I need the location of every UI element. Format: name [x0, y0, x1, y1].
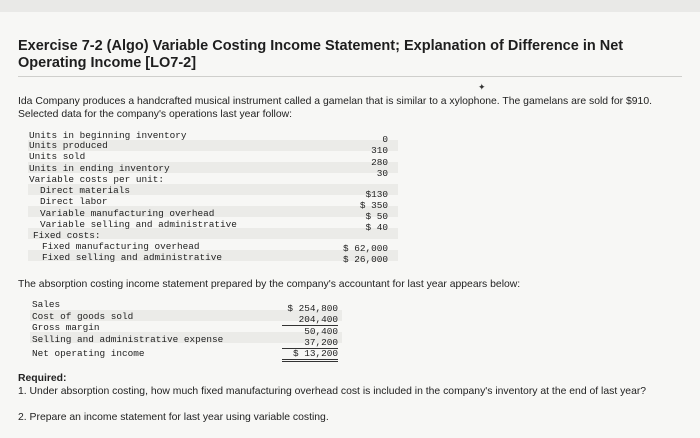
- data-row-value: 310: [371, 145, 388, 156]
- income-row-label: Net operating income: [32, 348, 145, 359]
- data-row-label: Direct materials: [40, 185, 131, 196]
- data-row-label: Fixed selling and administrative: [42, 252, 223, 263]
- required-item-1: 1. Under absorption costing, how much fixed manufacturing overhead cost is included in the company's inventory at the end of last year?: [18, 386, 647, 397]
- data-section-label: Fixed costs:: [33, 230, 101, 241]
- data-row-label: Units in beginning inventory: [29, 130, 187, 141]
- data-row-label: Direct labor: [40, 196, 108, 207]
- data-row-value: $ 350: [359, 200, 388, 211]
- income-row-value: $ 254,800: [287, 303, 338, 314]
- income-row-label: Cost of goods sold: [32, 311, 134, 322]
- data-row-label: Variable selling and administrative: [40, 219, 237, 230]
- data-row-value: 0: [382, 134, 388, 145]
- income-row-value: 204,400: [282, 314, 338, 326]
- income-row-value: 37,200: [282, 337, 338, 349]
- income-row-value: $ 13,200: [282, 348, 338, 362]
- intro-paragraph: Ida Company produces a handcrafted musical instrument called a gamelan that is similar to a xylophone. The gamelans are sold for $910. Selected data for the company's operations last year follow:: [18, 96, 652, 120]
- required-heading: Required:: [18, 373, 67, 384]
- income-row-value: 50,400: [304, 326, 338, 337]
- data-row-value: 30: [376, 168, 388, 179]
- income-row-label: Sales: [32, 299, 61, 310]
- income-statement-intro: The absorption costing income statement prepared by the company's accountant for last year appears below:: [18, 279, 521, 290]
- data-section-label: Variable costs per unit:: [29, 174, 165, 185]
- top-bar: [0, 0, 700, 12]
- data-row-value: $ 26,000: [342, 254, 388, 265]
- required-item-2: 2. Prepare an income statement for last year using variable costing.: [18, 412, 329, 423]
- data-row-label: Fixed manufacturing overhead: [42, 241, 200, 252]
- data-row-label: Units produced: [29, 140, 108, 151]
- data-row-label: Variable manufacturing overhead: [40, 208, 215, 219]
- data-row-label: Units in ending inventory: [29, 163, 170, 174]
- income-row-label: Gross margin: [32, 322, 100, 333]
- income-row-label: Selling and administrative expense: [32, 334, 224, 345]
- sparkle-icon: ✦: [478, 82, 486, 92]
- data-row-value: $ 62,000: [342, 243, 388, 254]
- data-row-label: Units sold: [29, 151, 86, 162]
- title-divider: [18, 76, 682, 77]
- data-row-value: 280: [371, 157, 388, 168]
- data-row-value: $ 50: [365, 211, 388, 222]
- data-row-value: $ 40: [365, 222, 388, 233]
- exercise-title: Exercise 7-2 (Algo) Variable Costing Income Statement; Explanation of Difference in Net Operating Income [LO7-2]: [18, 38, 624, 71]
- data-row-value: $130: [365, 189, 388, 200]
